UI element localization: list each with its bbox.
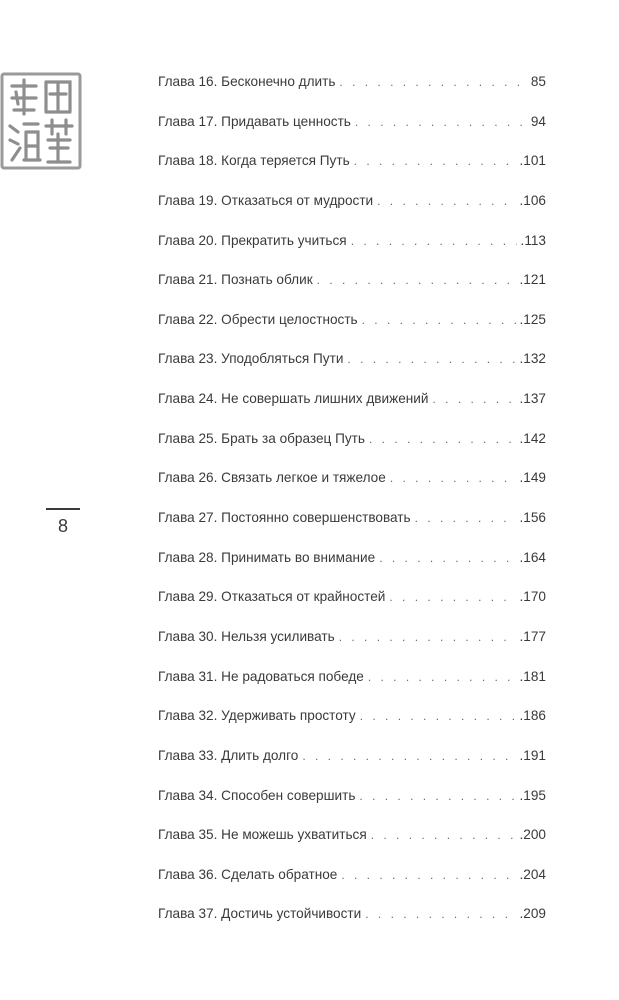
dot-leader [371, 825, 516, 845]
dot-leader [365, 904, 515, 924]
toc-entry[interactable] [158, 706, 546, 746]
toc-entry-title: Глава 18. Когда теряется Путь [158, 153, 350, 169]
toc-entry-page: .177 [519, 628, 546, 644]
page-number-rule [46, 508, 80, 510]
toc-entry[interactable] [158, 310, 546, 350]
dot-leader [362, 310, 516, 330]
toc-entry-title: Глава 35. Не можешь ухватиться [158, 827, 367, 843]
toc-entry-page: .195 [519, 787, 546, 803]
dot-leader [377, 191, 515, 211]
dot-leader [360, 706, 516, 726]
dot-leader [339, 627, 516, 647]
toc-entry-page: .132 [519, 351, 546, 367]
toc-entry-title: Глава 34. Способен совершить [158, 787, 356, 803]
toc-entry-title: Глава 20. Прекратить учиться [158, 232, 347, 248]
seal-stamp-logo [0, 70, 84, 172]
toc-entry-title: Глава 37. Достичь устойчивости [158, 906, 362, 922]
dot-leader [390, 468, 516, 488]
toc-entry-page: .164 [519, 549, 546, 565]
toc-entry-title: Глава 30. Нельзя усиливать [158, 628, 335, 644]
toc-entry[interactable] [158, 349, 546, 389]
toc-entry-page: .170 [519, 589, 546, 605]
dot-leader [355, 112, 527, 132]
dot-leader [341, 865, 515, 885]
toc-entry-title: Глава 33. Длить долго [158, 747, 299, 763]
dot-leader [354, 151, 516, 171]
toc-entry-title: Глава 16. Бесконечно длить [158, 74, 336, 89]
dot-leader [379, 548, 515, 568]
toc-entry-page: .186 [519, 708, 546, 724]
toc-entry[interactable] [158, 904, 546, 944]
toc-entry-page: .181 [519, 668, 546, 684]
toc-entry-page: .125 [519, 311, 546, 327]
toc-entry[interactable] [158, 389, 546, 429]
dot-leader [351, 231, 517, 251]
page-number-marker [46, 508, 80, 537]
toc-entry-title: Глава 36. Сделать обратное [158, 866, 338, 882]
toc-entry[interactable] [158, 667, 546, 707]
dot-leader [432, 389, 515, 409]
page-number: 8 [57, 516, 68, 536]
toc-entry-page: .142 [519, 430, 546, 446]
toc-entry-title: Глава 22. Обрести целостность [158, 311, 358, 327]
toc-entry-page: .121 [519, 272, 546, 288]
dot-leader [415, 508, 516, 528]
toc-entry-page: .149 [519, 470, 546, 486]
dot-leader [368, 667, 516, 687]
toc-entry-page: .137 [519, 391, 546, 407]
toc-entry-title: Глава 21. Познать облик [158, 272, 313, 288]
toc-entry-page: 85 [530, 74, 546, 89]
toc-entry-title: Глава 28. Принимать во внимание [158, 549, 376, 565]
toc-entry[interactable] [158, 548, 546, 588]
toc-entry-page: .209 [519, 906, 546, 922]
toc-entry[interactable] [158, 270, 546, 310]
toc-entry-title: Глава 23. Уподобляться Пути [158, 351, 344, 367]
dot-leader [339, 72, 526, 92]
toc-entry[interactable] [158, 112, 546, 152]
toc-entry[interactable] [158, 865, 546, 905]
toc-entry[interactable] [158, 191, 546, 231]
toc-entry[interactable] [158, 508, 546, 548]
dot-leader [302, 746, 515, 766]
dot-leader [369, 429, 516, 449]
toc-entry-title: Глава 29. Отказаться от крайностей [158, 589, 386, 605]
toc-entry[interactable] [158, 231, 546, 271]
toc-entry-page: .113 [520, 232, 546, 248]
toc-entry-title: Глава 25. Брать за образец Путь [158, 430, 365, 446]
toc-entry-page: 94 [530, 113, 546, 129]
dot-leader [389, 587, 515, 607]
toc-entry-title: Глава 27. Постоянно совершенствовать [158, 510, 411, 526]
toc-entry-page: .106 [519, 192, 546, 208]
toc-entry[interactable] [158, 587, 546, 627]
toc-entry[interactable] [158, 429, 546, 469]
table-of-contents [158, 72, 546, 944]
dot-leader [347, 349, 515, 369]
toc-entry-title: Глава 26. Связать легкое и тяжелое [158, 470, 386, 486]
toc-entry[interactable] [158, 627, 546, 667]
toc-entry[interactable] [158, 746, 546, 786]
toc-entry[interactable] [158, 72, 546, 112]
toc-entry-title: Глава 24. Не совершать лишних движений [158, 391, 429, 407]
toc-entry-page: .156 [519, 510, 546, 526]
toc-entry-title: Глава 17. Придавать ценность [158, 113, 351, 129]
toc-entry-title: Глава 32. Удерживать простоту [158, 708, 356, 724]
dot-leader [359, 786, 515, 806]
toc-entry-page: .101 [519, 153, 546, 169]
toc-entry-page: .200 [519, 827, 546, 843]
toc-entry[interactable] [158, 151, 546, 191]
toc-entry[interactable] [158, 468, 546, 508]
toc-entry-page: .191 [519, 747, 546, 763]
toc-entry-title: Глава 31. Не радоваться победе [158, 668, 364, 684]
toc-entry-title: Глава 19. Отказаться от мудрости [158, 192, 374, 208]
toc-entry[interactable] [158, 786, 546, 826]
toc-entry-page: .204 [519, 866, 546, 882]
dot-leader [317, 270, 516, 290]
toc-entry[interactable] [158, 825, 546, 865]
